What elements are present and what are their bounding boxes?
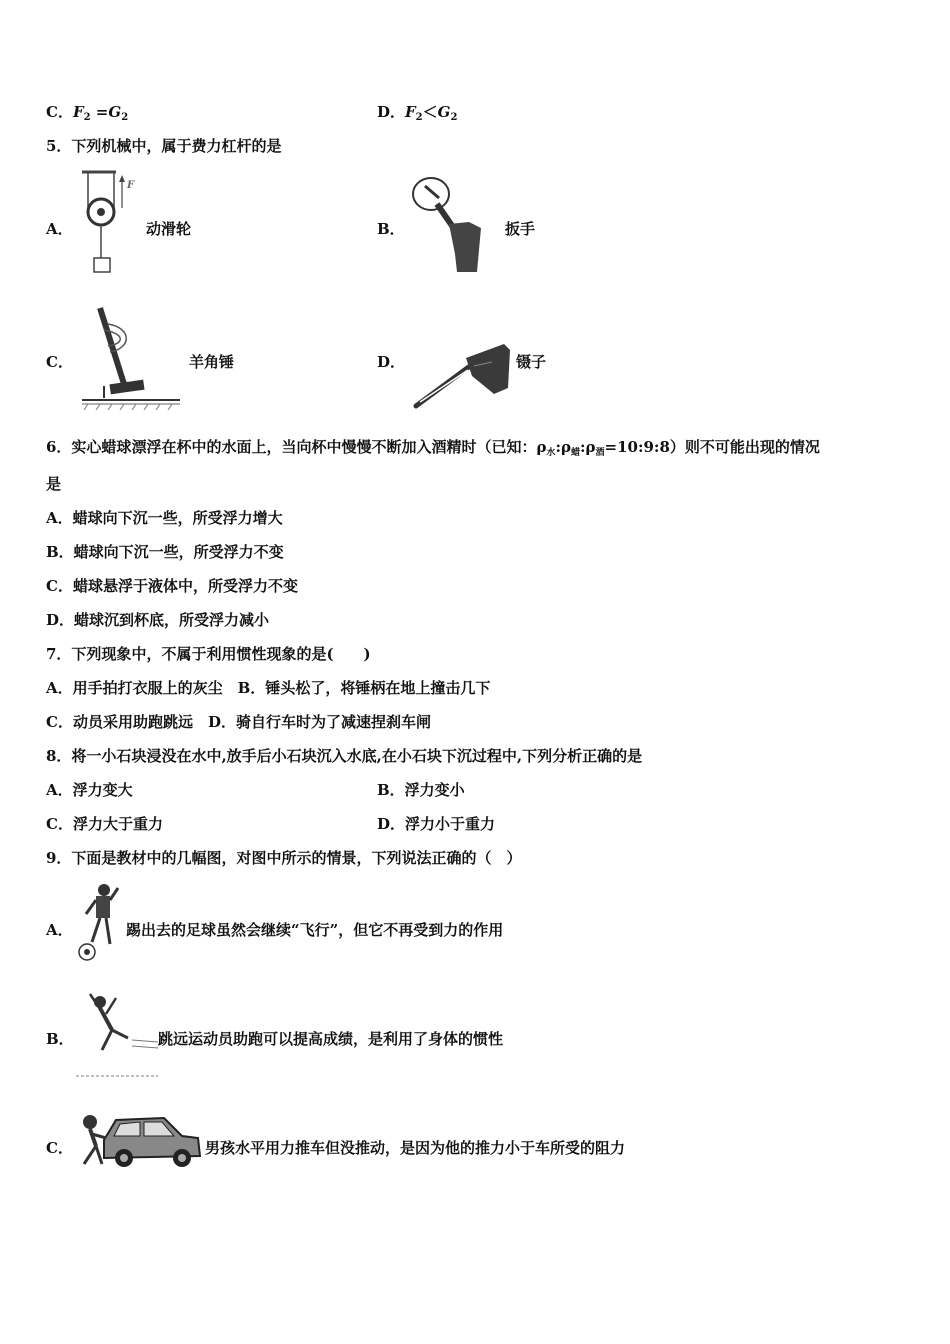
claw-hammer-icon	[82, 300, 182, 410]
question-9-stem: 9．下面是教材中的几幅图，对图中所示的情景，下列说法正确的（ ）	[46, 849, 522, 867]
q9-option-b-text: 跳远运动员助跑可以提高成绩，是利用了身体的惯性	[158, 1030, 504, 1048]
q9-option-a-label: A．	[46, 921, 73, 939]
question-5-stem: 5．下列机械中，属于费力杠杆的是	[46, 137, 282, 155]
q9-option-c-text: 男孩水平用力推车但没推动，是因为他的推力小于车所受的阻力	[205, 1139, 626, 1157]
q5-option-b-label: B．	[377, 220, 405, 238]
question-6-stem: 6．实心蜡球漂浮在杯中的水面上，当向杯中慢慢不断加入酒精时（已知：$\rho_水:\rho_蜡:\rho_酒=10:9:8$）则不可能出现的情况	[46, 438, 820, 458]
boy-pushing-car-icon	[74, 1100, 204, 1170]
q8-option-c: C．浮力大于重力	[46, 815, 163, 833]
option-label: D．	[377, 103, 406, 121]
question-6-stem-continued: 是	[46, 475, 62, 493]
q8-option-a: A．浮力变大	[46, 781, 133, 799]
force-label: F	[127, 180, 135, 191]
q8-option-d: D．浮力小于重力	[377, 815, 496, 833]
q5-option-c-text: 羊角锤	[189, 353, 235, 371]
question-7-stem: 7．下列现象中，不属于利用惯性现象的是( )	[46, 645, 371, 663]
q9-option-c-label: C．	[46, 1139, 73, 1157]
q5-option-a-label: A．	[46, 220, 73, 238]
q5-option-a-text: 动滑轮	[146, 220, 192, 238]
wrench-icon	[405, 172, 500, 277]
tweezers-icon	[412, 336, 512, 412]
long-jumper-icon	[72, 990, 162, 1082]
q5-option-c-label: C．	[46, 353, 73, 371]
q4-option-d: D．$F_2<G_2$	[377, 103, 458, 123]
q6-option-a: A．蜡球向下沉一些，所受浮力增大	[46, 509, 283, 527]
q6-option-c: C．蜡球悬浮于液体中，所受浮力不变	[46, 577, 298, 595]
pulley-icon	[80, 168, 140, 278]
option-label: C．	[46, 103, 73, 121]
q5-option-b-text: 扳手	[505, 220, 536, 238]
q4-option-c: C．$F_2 =G_2$	[46, 103, 129, 123]
q8-option-b: B．浮力变小	[377, 781, 465, 799]
q5-option-d-label: D．	[377, 353, 406, 371]
q7-options-line-2: C．动员采用助跑跳远 D．骑自行车时为了减速捏刹车闸	[46, 713, 431, 731]
soccer-player-icon	[74, 880, 124, 962]
q9-option-b-label: B．	[46, 1030, 74, 1048]
question-8-stem: 8．将一小石块浸没在水中,放手后小石块沉入水底,在小石块下沉过程中,下列分析正确的是	[46, 747, 643, 765]
q5-option-d-text: 镊子	[516, 353, 547, 371]
q9-option-a-text: 踢出去的足球虽然会继续“飞行”，但它不再受到力的作用	[126, 921, 504, 939]
q6-option-b: B．蜡球向下沉一些，所受浮力不变	[46, 543, 284, 561]
q6-option-d: D．蜡球沉到杯底，所受浮力减小	[46, 611, 270, 629]
q7-options-line-1: A．用手拍打衣服上的灰尘 B．锤头松了，将锤柄在地上撞击几下	[46, 679, 491, 697]
